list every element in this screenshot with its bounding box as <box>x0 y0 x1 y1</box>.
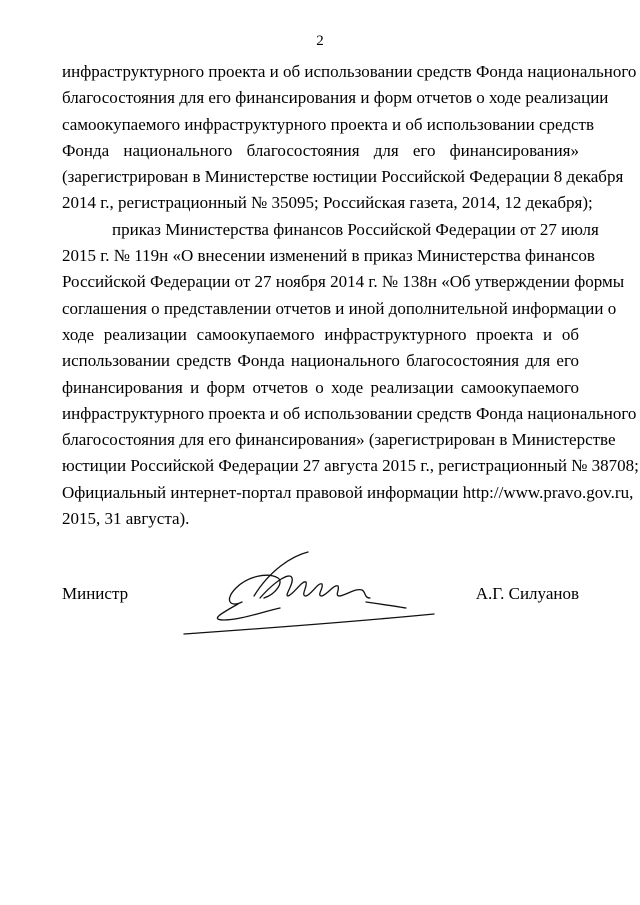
text-line: юстиции Российской Федерации 27 августа 2015 г., регистрационный № 38708; <box>62 456 639 476</box>
document-body <box>62 59 639 532</box>
text-line: благосостояния для его финансирования и форм отчетов о ходе реализации <box>62 88 609 108</box>
text-line: Фонда национального благосостояния для его финансирования» <box>62 140 579 160</box>
text-line: (зарегистрирован в Министерстве юстиции Российской Федерации 8 декабря <box>62 167 624 187</box>
paragraph-1 <box>62 59 637 217</box>
text-line: 2015 г. № 119н «О внесении изменений в приказ Министерства финансов <box>62 246 595 266</box>
text-line: 2015, 31 августа). <box>62 509 190 529</box>
text-line: финансирования и форм отчетов о ходе реализации самоокупаемого <box>62 377 579 397</box>
paragraph-2 <box>62 217 639 533</box>
signatory-name: А.Г. Силуанов <box>475 584 579 603</box>
text-line: ходе реализации самоокупаемого инфраструктурного проекта и об <box>62 324 579 344</box>
text-line: приказ Министерства финансов Российской Федерации от 27 июля <box>112 219 599 239</box>
text-line: самоокупаемого инфраструктурного проекта и об использовании средств <box>62 114 595 134</box>
text-line: соглашения о представлении отчетов и иной дополнительной информации о <box>62 298 617 318</box>
text-line: Официальный интернет-портал правовой информации http://www.pravo.gov.ru, <box>62 482 634 502</box>
text-line: инфраструктурного проекта и об использовании средств Фонда национального <box>62 403 637 423</box>
signatory-title: Министр <box>62 584 129 603</box>
text-line: Российской Федерации от 27 ноября 2014 г. № 138н «Об утверждении формы <box>62 272 625 292</box>
page-number: 2 <box>316 33 324 49</box>
text-line: 2014 г., регистрационный № 35095; Российская газета, 2014, 12 декабря); <box>62 193 593 213</box>
text-line: инфраструктурного проекта и об использовании средств Фонда национального <box>62 62 637 81</box>
text-line: благосостояния для его финансирования» (зарегистрирован в Министерстве <box>62 430 616 450</box>
text-line: использовании средств Фонда национального благосостояния для его <box>62 351 579 371</box>
handwritten-signature <box>180 550 440 640</box>
